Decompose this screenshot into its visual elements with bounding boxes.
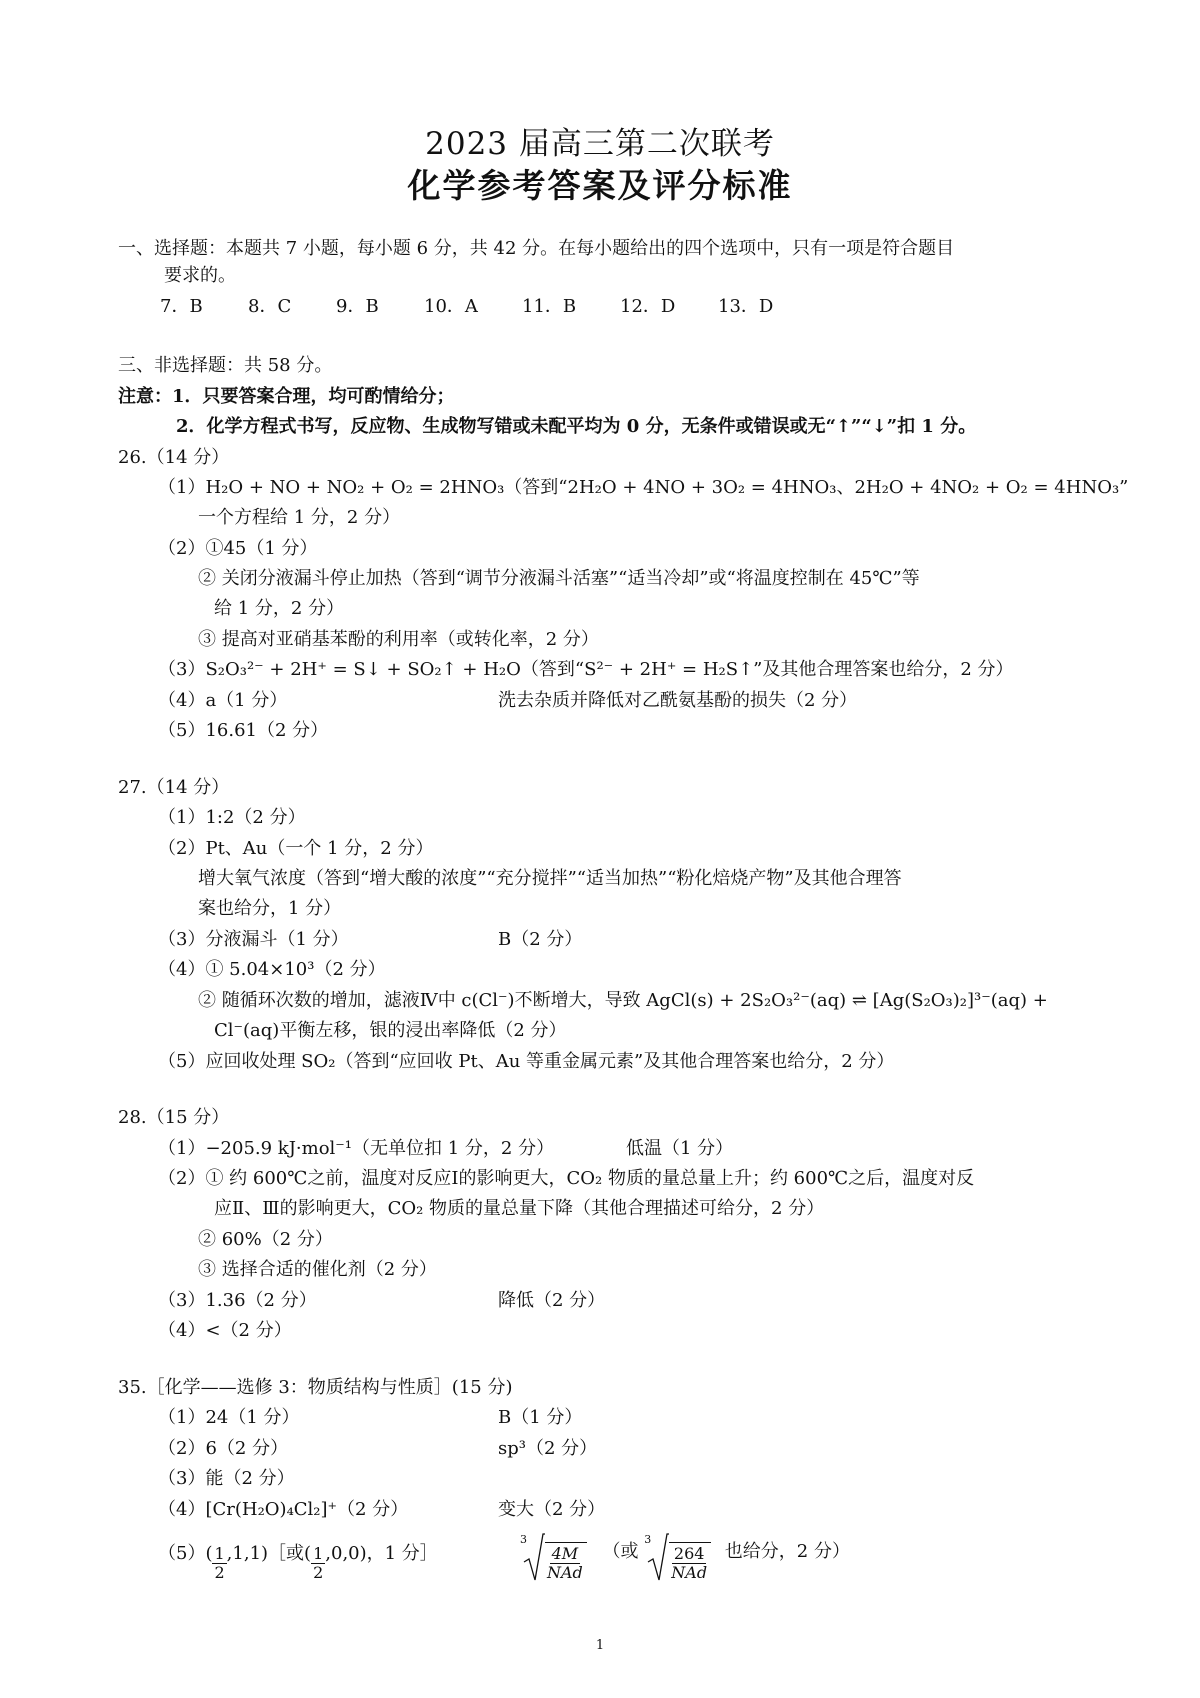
radicand-numerator: 264 xyxy=(673,1544,705,1563)
cube-root-formula xyxy=(644,1526,711,1582)
fraction-denominator: 2 xyxy=(214,1563,225,1582)
q35-line: （4）[Cr(H₂O)₄Cl₂]⁺（2 分） xyxy=(158,1499,409,1520)
fraction-numerator: 1 xyxy=(313,1544,324,1563)
fraction-denominator: 2 xyxy=(313,1563,324,1582)
fraction-half xyxy=(311,1545,325,1582)
q35-l5-part2: ,0,0)，1 分］ xyxy=(325,1543,438,1564)
radicand-denominator: NAd xyxy=(671,1563,708,1582)
q27-line: 案也给分，1 分） xyxy=(198,898,342,919)
choice-answer: 7．B xyxy=(160,296,203,317)
q28-line: （1）−205.9 kJ·mol⁻¹（无单位扣 1 分，2 分） xyxy=(158,1138,555,1159)
q27-line: （2）Pt、Au（一个 1 分，2 分） xyxy=(158,838,434,859)
q26-line: （3）S₂O₃²⁻ + 2H⁺ = S↓ + SO₂↑ + H₂O（答到“S²⁻ + 2H⁺ = H₂S↑”及其他合理答案也给分，2 分） xyxy=(158,659,1014,680)
q35-l5-end: 也给分，2 分） xyxy=(724,1541,850,1562)
q35-line: sp³（2 分） xyxy=(498,1438,598,1459)
note-2: 2．化学方程式书写，反应物、生成物写错或未配平均为 0 分，无条件或错误或无“↑”“↓”扣 1 分。 xyxy=(176,416,977,437)
q35-line: B（1 分） xyxy=(498,1407,583,1428)
radicand-fraction xyxy=(545,1542,587,1582)
q35-line-5-formula xyxy=(520,1524,850,1582)
radicand-fraction xyxy=(669,1542,711,1582)
q26-line: ② 关闭分液漏斗停止加热（答到“调节分液漏斗活塞”“适当冷却”或“将温度控制在 45℃”等 xyxy=(198,568,920,589)
note-1: 注意：1．只要答案合理，均可酌情给分； xyxy=(118,386,455,407)
q35-line: （3）能（2 分） xyxy=(158,1468,295,1489)
q26-line: 给 1 分，2 分） xyxy=(214,598,345,619)
q27-line: B（2 分） xyxy=(498,929,583,950)
page-number: 1 xyxy=(595,1638,605,1653)
q28-line: ② 60%（2 分） xyxy=(198,1229,333,1250)
page-subtitle: 化学参考答案及评分标准 xyxy=(407,166,793,205)
q26-line: （5）16.61（2 分） xyxy=(158,720,329,741)
q26-line: （2）①45（1 分） xyxy=(158,538,318,559)
q35-line-5 xyxy=(158,1530,438,1582)
q35-heading: 35.［化学——选修 3：物质结构与性质］(15 分) xyxy=(118,1377,513,1398)
q35-line: 变大（2 分） xyxy=(498,1499,606,1520)
choice-answer: 10．A xyxy=(424,296,478,317)
q28-line: （2）① 约 600℃之前，温度对反应Ⅰ的影响更大，CO₂ 物质的量总量上升；约 600℃之后，温度对反 xyxy=(158,1168,975,1189)
q26-heading: 26.（14 分） xyxy=(118,447,230,468)
q26-line: 洗去杂质并降低对乙酰氨基酚的损失（2 分） xyxy=(498,690,858,711)
q28-line: （4）<（2 分） xyxy=(158,1320,292,1341)
radicand-numerator: 4M xyxy=(551,1544,579,1563)
root-index: 3 xyxy=(520,1533,527,1546)
choice-answer: 13．D xyxy=(718,296,774,317)
choice-answer: 12．D xyxy=(620,296,676,317)
q26-line: 一个方程给 1 分，2 分） xyxy=(198,507,401,528)
q28-line: ③ 选择合适的催化剂（2 分） xyxy=(198,1259,437,1280)
fraction-half xyxy=(212,1545,226,1582)
q35-l5-label: （5） xyxy=(158,1543,206,1564)
q35-l5-part1: ,1,1)［或( xyxy=(226,1543,312,1564)
q27-line: 增大氧气浓度（答到“增大酸的浓度”“充分搅拌”“适当加热”“粉化焙烧产物”及其他合理答 xyxy=(198,868,902,889)
fraction-numerator: 1 xyxy=(214,1544,225,1563)
cube-root-formula xyxy=(520,1526,587,1582)
q28-line: （3）1.36（2 分） xyxy=(158,1290,317,1311)
choice-answer: 11．B xyxy=(522,296,577,317)
q35-l5-mid: （或 xyxy=(602,1541,639,1562)
q27-line: （3）分液漏斗（1 分） xyxy=(158,929,349,950)
choice-answer: 8．C xyxy=(248,296,292,317)
section1-header: 一、选择题：本题共 7 小题，每小题 6 分，共 42 分。在每小题给出的四个选项中，只有一项是符合题目 xyxy=(118,238,955,259)
q35-line: （1）24（1 分） xyxy=(158,1407,300,1428)
q26-line: （1）H₂O + NO + NO₂ + O₂ = 2HNO₃（答到“2H₂O + 4NO + 3O₂ = 4HNO₃、2H₂O + 4NO₂ + O₂ = 4HNO₃” xyxy=(158,477,1129,498)
q28-line: 降低（2 分） xyxy=(498,1290,606,1311)
q27-heading: 27.（14 分） xyxy=(118,777,230,798)
q26-line: （4）a（1 分） xyxy=(158,690,288,711)
q27-line: （1）1:2（2 分） xyxy=(158,807,306,828)
page-title: 2023 届高三第二次联考 xyxy=(425,126,775,162)
root-index: 3 xyxy=(644,1533,652,1546)
q27-line: Cl⁻(aq)平衡左移，银的浸出率降低（2 分） xyxy=(214,1020,567,1041)
q28-line: 低温（1 分） xyxy=(626,1138,734,1159)
q26-line: ③ 提高对亚硝基苯酚的利用率（或转化率，2 分） xyxy=(198,629,599,650)
q28-line: 应Ⅱ、Ⅲ的影响更大，CO₂ 物质的量总量下降（其他合理描述可给分，2 分） xyxy=(214,1198,825,1219)
radicand-denominator: NAd xyxy=(547,1563,583,1582)
section1-header-cont: 要求的。 xyxy=(164,265,236,286)
q28-heading: 28.（15 分） xyxy=(118,1107,230,1128)
q35-l5-open: ( xyxy=(205,1543,213,1564)
section3-header: 三、非选择题：共 58 分。 xyxy=(118,355,333,376)
q27-line: （5）应回收处理 SO₂（答到“应回收 Pt、Au 等重金属元素”及其他合理答案也给分，2 分） xyxy=(158,1051,895,1072)
q27-line: ② 随循环次数的增加，滤液Ⅳ中 c(Cl⁻)不断增大，导致 AgCl(s) + 2S₂O₃²⁻(aq) ⇌ [Ag(S₂O₃)₂]³⁻(aq) + xyxy=(198,990,1048,1011)
choice-answer: 9．B xyxy=(336,296,379,317)
q35-line: （2）6（2 分） xyxy=(158,1438,289,1459)
q27-line: （4）① 5.04×10³（2 分） xyxy=(158,959,386,980)
